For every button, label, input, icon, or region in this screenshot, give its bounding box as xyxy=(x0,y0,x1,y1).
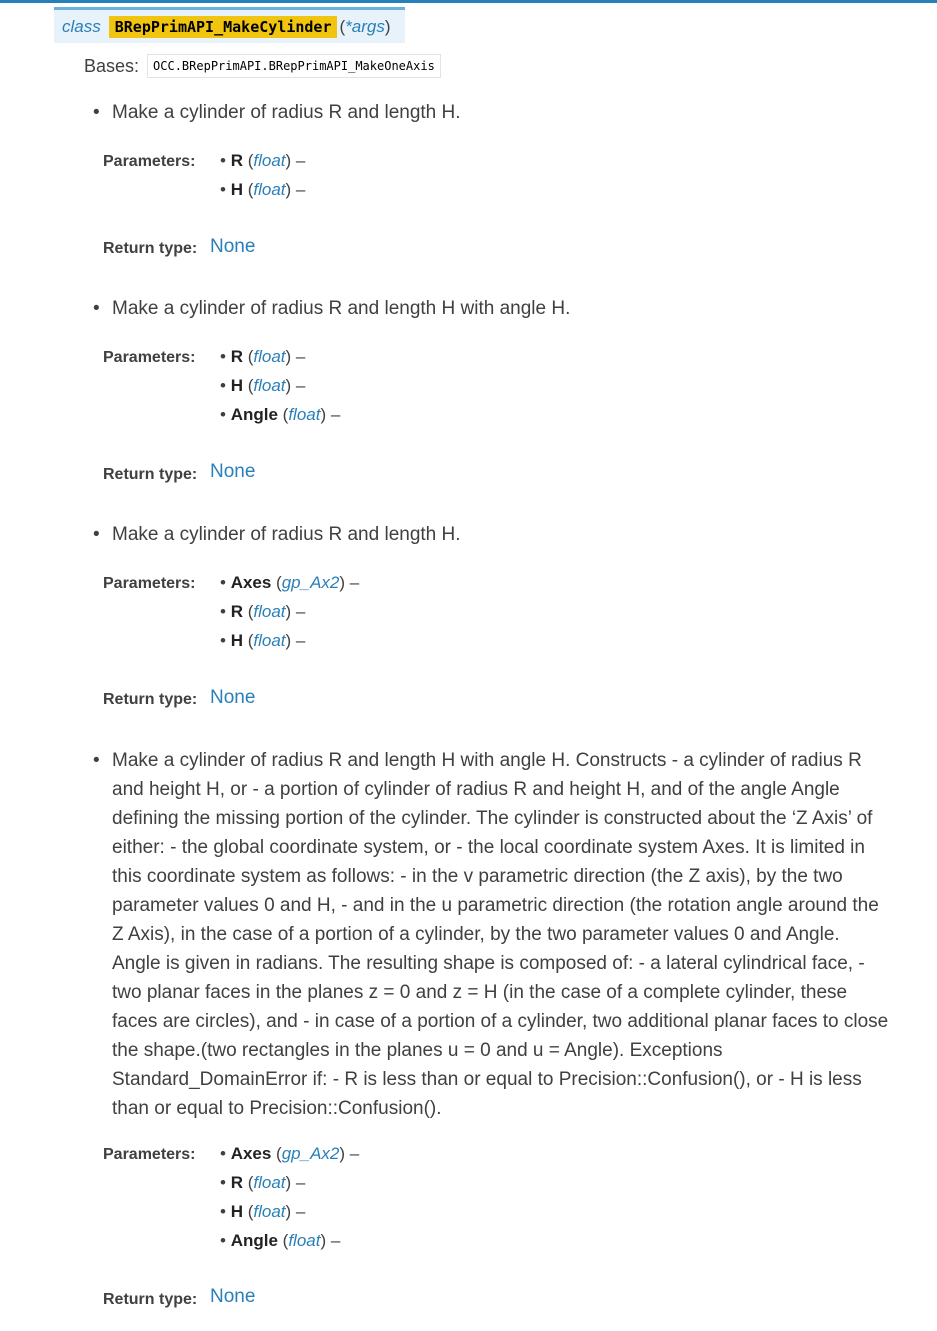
class-keyword: class xyxy=(62,16,101,36)
param-name: H xyxy=(230,180,243,199)
bullet-dot: • xyxy=(93,524,100,545)
param-type-link[interactable]: gp_Ax2 xyxy=(281,1144,340,1163)
param-type-link[interactable]: float xyxy=(288,405,321,424)
bullet-dot: • xyxy=(93,750,100,771)
param-name: Axes xyxy=(230,573,272,592)
overload-description xyxy=(93,98,893,128)
description-text: Make a cylinder of radius R and length H with angle H. xyxy=(112,298,571,319)
param-type-link[interactable]: float xyxy=(253,180,286,199)
param-type-link[interactable]: float xyxy=(253,151,286,170)
parameters-label: Parameters: xyxy=(103,1146,196,1163)
param-item: • R (float) – xyxy=(220,347,306,366)
param-name: Angle xyxy=(230,1231,278,1250)
param-item: • Angle (float) – xyxy=(220,1231,341,1250)
param-item: • Axes (gp_Ax2) – xyxy=(220,1144,360,1163)
param-item: • Angle (float) – xyxy=(220,405,341,424)
top-rule xyxy=(0,0,937,3)
return-type-link[interactable]: None xyxy=(210,461,256,482)
description-text: Make a cylinder of radius R and length H. xyxy=(112,524,461,545)
param-name: H xyxy=(230,1202,243,1221)
return-type-label: Return type: xyxy=(103,240,198,257)
param-type-link[interactable]: float xyxy=(253,376,286,395)
param-type-link[interactable]: float xyxy=(253,631,286,650)
param-type-link[interactable]: float xyxy=(253,1202,286,1221)
param-name: R xyxy=(230,602,243,621)
bases-line xyxy=(84,54,441,78)
return-type-link[interactable]: None xyxy=(210,687,256,708)
param-name: R xyxy=(230,347,243,366)
param-item: • H (float) – xyxy=(220,631,306,650)
bullet-dot: • xyxy=(93,102,100,123)
return-type-label: Return type: xyxy=(103,466,198,483)
overload-description xyxy=(93,520,893,550)
class-signature xyxy=(54,7,405,43)
param-item: • R (float) – xyxy=(220,1173,306,1192)
class-name: BRepPrimAPI_MakeCylinder xyxy=(109,16,338,38)
parameters-label: Parameters: xyxy=(103,575,196,592)
param-item: • R (float) – xyxy=(220,151,306,170)
param-item: • R (float) – xyxy=(220,602,306,621)
description-text: Make a cylinder of radius R and length H. xyxy=(112,102,461,123)
param-name: R xyxy=(230,1173,243,1192)
param-type-link[interactable]: gp_Ax2 xyxy=(281,573,340,592)
class-args: *args xyxy=(345,16,385,36)
return-type-link[interactable]: None xyxy=(210,236,256,257)
param-item: • Axes (gp_Ax2) – xyxy=(220,573,360,592)
param-type-link[interactable]: float xyxy=(253,602,286,621)
param-name: R xyxy=(230,151,243,170)
param-type-link[interactable]: float xyxy=(253,347,286,366)
param-item: • H (float) – xyxy=(220,1202,306,1221)
open-paren: ( xyxy=(339,16,346,36)
param-type-link[interactable]: float xyxy=(253,1173,286,1192)
bullet-dot: • xyxy=(93,298,100,319)
return-type-link[interactable]: None xyxy=(210,1286,256,1307)
overload-description xyxy=(93,294,893,324)
param-item: • H (float) – xyxy=(220,376,306,395)
close-paren: ) xyxy=(384,16,391,36)
bases-link[interactable]: OCC.BRepPrimAPI.BRepPrimAPI_MakeOneAxis xyxy=(147,54,441,78)
param-item: • H (float) – xyxy=(220,180,306,199)
param-name: Angle xyxy=(230,405,278,424)
parameters-label: Parameters: xyxy=(103,153,196,170)
param-type-link[interactable]: float xyxy=(288,1231,321,1250)
param-name: H xyxy=(230,376,243,395)
bases-label: Bases: xyxy=(84,55,140,76)
parameters-label: Parameters: xyxy=(103,349,196,366)
return-type-label: Return type: xyxy=(103,1291,198,1308)
overload-description xyxy=(93,746,893,1122)
param-name: H xyxy=(230,631,243,650)
description-text: Make a cylinder of radius R and length H with angle H. Constructs - a cylinder of radius R and height H, or - a portion of cylinder of radius R and height H, and of the angle Angle defining the missing portion of the cylinder. The cylinder is constructed about the ‘Z Axis’ of either: - the global coordinate system, or - the local coordinate system Axes. It is limited in this coordinate system as follows: - in the v parametric direction (the Z axis), by the two parameter values 0 and H, - and in the u parametric direction (the rotation angle around the Z Axis), in the case of a portion of a cylinder, by the two parameter values 0 and Angle. Angle is given in radians. The resulting shape is composed of: - a lateral cylindrical face, - two planar faces in the planes z = 0 and z = H (in the case of a complete cylinder, these faces are circles), and - in case of a portion of a cylinder, two additional planar faces to close the shape.(two rectangles in the planes u = 0 and u = Angle). Exceptions Standard_DomainError if: - R is less than or equal to Precision::Confusion(), or - H is less than or equal to Precision::Confusion(). xyxy=(112,750,889,1119)
return-type-label: Return type: xyxy=(103,691,198,708)
param-name: Axes xyxy=(230,1144,272,1163)
